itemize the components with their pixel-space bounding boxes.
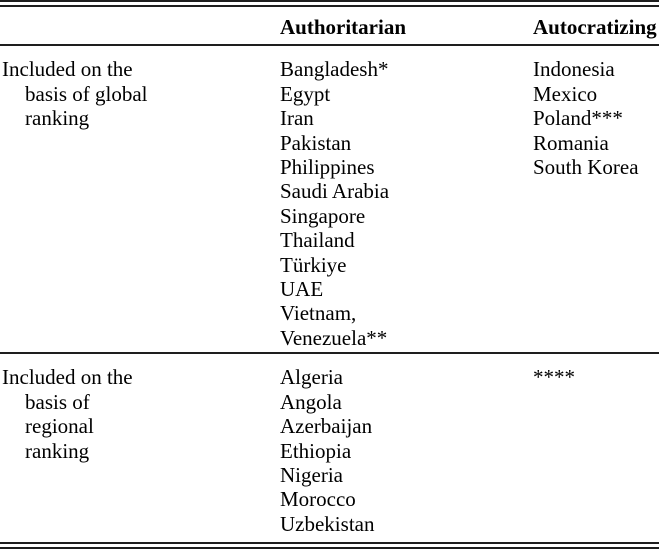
country-name: Poland*** bbox=[533, 106, 623, 131]
table-bottom-double-rule bbox=[0, 542, 659, 549]
country-name: Uzbekistan bbox=[280, 511, 375, 536]
row-label-line: regional bbox=[25, 414, 94, 439]
row-label-line: basis of global bbox=[25, 81, 148, 106]
row-label-line: ranking bbox=[25, 438, 90, 463]
country-name: Bangladesh* bbox=[280, 57, 389, 82]
authoritarian-countries-global bbox=[279, 57, 532, 350]
header-authoritarian: Authoritarian bbox=[280, 15, 406, 39]
country-name: Venezuela** bbox=[280, 325, 388, 350]
row-label-line: basis of bbox=[25, 389, 90, 414]
country-name: Algeria bbox=[280, 365, 343, 390]
header-autocratizing: Autocratizing bbox=[533, 15, 657, 39]
table-top-double-rule bbox=[0, 0, 659, 7]
row-label-line: Included on the bbox=[2, 57, 133, 82]
autocratizing-countries-regional bbox=[532, 365, 659, 536]
table-row-global-ranking bbox=[0, 46, 659, 352]
table-header-row bbox=[0, 7, 659, 44]
footnote-marker: **** bbox=[533, 365, 575, 390]
country-name: Indonesia bbox=[533, 57, 615, 82]
country-name: Singapore bbox=[280, 203, 366, 228]
row-label-line: Included on the bbox=[2, 365, 133, 390]
autocratizing-countries-global bbox=[532, 57, 659, 350]
table-row-regional-ranking bbox=[0, 354, 659, 542]
country-name: Thailand bbox=[280, 228, 355, 253]
authoritarian-countries-regional bbox=[279, 365, 532, 536]
country-name: Türkiye bbox=[280, 252, 347, 277]
country-name: Philippines bbox=[280, 155, 375, 180]
country-name: Vietnam, bbox=[280, 301, 357, 326]
country-name: Egypt bbox=[280, 81, 331, 106]
country-name: Morocco bbox=[280, 487, 356, 512]
country-name: UAE bbox=[280, 277, 324, 302]
country-name: South Korea bbox=[533, 155, 639, 180]
country-name: Iran bbox=[280, 106, 314, 131]
country-name: Saudi Arabia bbox=[280, 179, 390, 204]
row-label-regional bbox=[0, 365, 279, 536]
country-name: Mexico bbox=[533, 81, 598, 106]
country-name: Angola bbox=[280, 389, 342, 414]
country-name: Pakistan bbox=[280, 130, 352, 155]
country-name: Nigeria bbox=[280, 462, 343, 487]
country-name: Azerbaijan bbox=[280, 414, 373, 439]
row-label-global bbox=[0, 57, 279, 350]
country-name: Romania bbox=[533, 130, 609, 155]
header-empty-cell bbox=[0, 15, 279, 39]
row-label-line: ranking bbox=[25, 106, 90, 131]
country-name: Ethiopia bbox=[280, 438, 352, 463]
